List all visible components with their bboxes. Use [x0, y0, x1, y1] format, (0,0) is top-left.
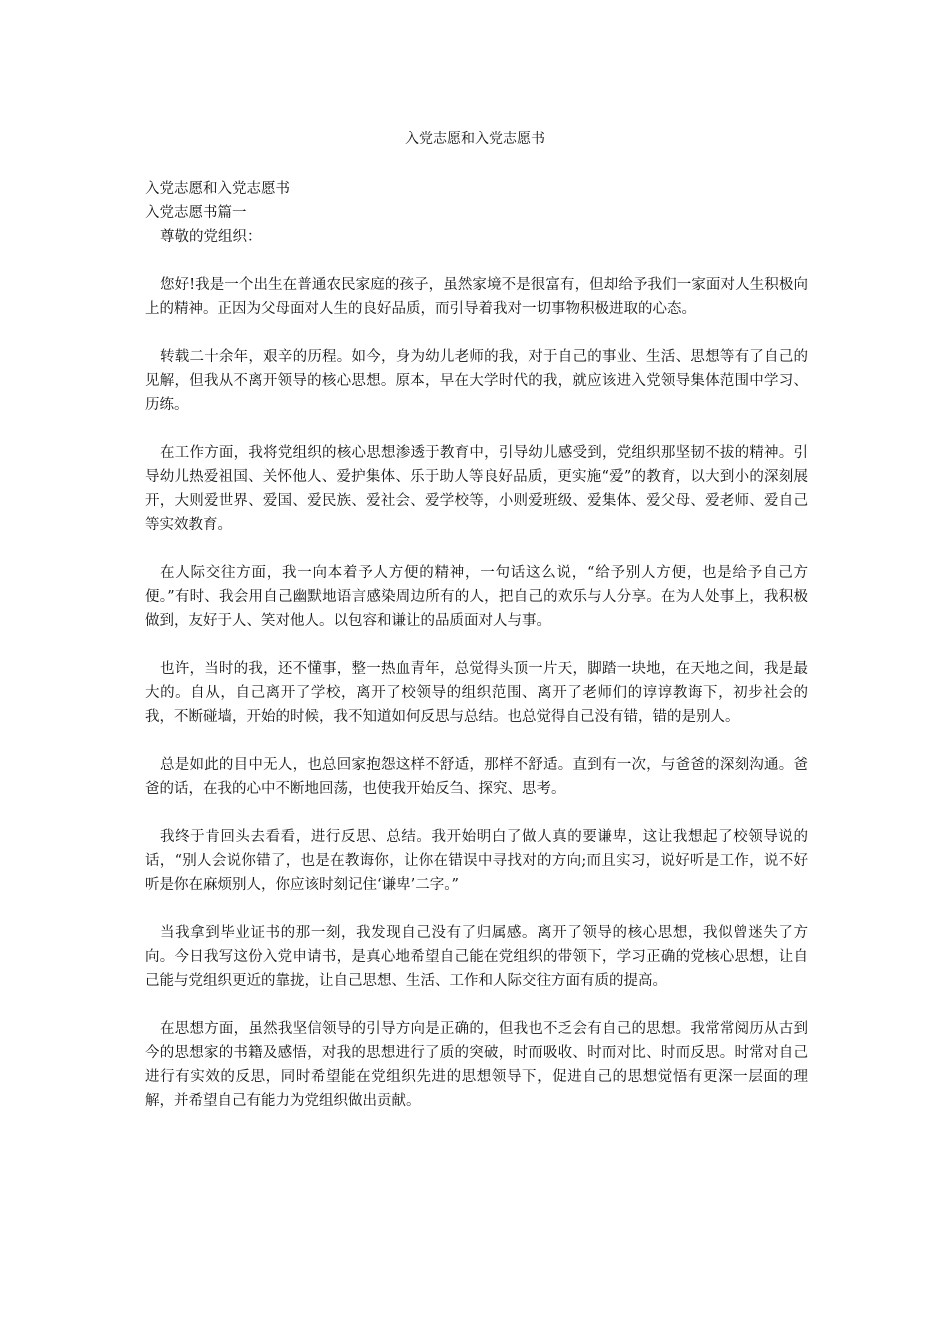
document-title: 入党志愿和入党志愿书	[405, 131, 545, 147]
section-label: 入党志愿书篇一	[145, 205, 247, 221]
paragraph-9: 在思想方面，虽然我坚信领导的引导方向是正确的，但我也不乏会有自己的思想。我常常阅历从古到今的思想家的书籍及感悟，对我的思想进行了质的突破，时而吸收、时而对比、时而反思。时常对自己进行有实效的反思，同时希望能在党组织先进的思想领导下，促进自己的思想觉悟有更深一层面的理解，并希望自己有能力为党组织做出贡献。	[145, 1021, 808, 1109]
paragraph-4: 在人际交往方面，我一向本着予人方便的精神，一句话这么说，“给予别人方便，也是给予自己方便。”有时、我会用自己幽默地语言感染周边所有的人，把自己的欢乐与人分享。在为人处事上，我积极做到，友好于人、笑对他人。以包容和谦让的品质面对人与事。	[145, 565, 808, 629]
salutation: 尊敬的党组织：	[160, 229, 262, 245]
document-body	[145, 177, 808, 1137]
paragraph-5: 也许，当时的我，还不懂事，整一热血青年，总觉得头顶一片天，脚踏一块地，在天地之间，我是最大的。自从，自己离开了学校，离开了校领导的组织范围、离开了老师们的谆谆教诲下，初步社会的我，不断碰墙，开始的时候，我不知道如何反思与总结。也总觉得自己没有错，错的是别人。	[145, 661, 808, 725]
paragraph-1: 您好!我是一个出生在普通农民家庭的孩子，虽然家境不是很富有，但却给予我们一家面对人生积极向上的精神。正因为父母面对人生的良好品质，而引导着我对一切事物积极进取的心态。	[145, 277, 808, 317]
heading-line: 入党志愿和入党志愿书	[145, 181, 290, 197]
paragraph-8: 当我拿到毕业证书的那一刻，我发现自己没有了归属感。离开了领导的核心思想，我似曾迷失了方向。今日我写这份入党申请书，是真心地希望自己能在党组织的带领下，学习正确的党核心思想，让自己能与党组织更近的靠拢，让自己思想、生活、工作和人际交往方面有质的提高。	[145, 925, 808, 989]
paragraph-3: 在工作方面，我将党组织的核心思想渗透于教育中，引导幼儿感受到，党组织那坚韧不拔的精神。引导幼儿热爱祖国、关怀他人、爱护集体、乐于助人等良好品质，更实施“爱”的教育，以大到小的深刻展开，大则爱世界、爱国、爱民族、爱社会、爱学校等，小则爱班级、爱集体、爱父母、爱老师、爱自己等实效教育。	[145, 445, 808, 533]
paragraph-6: 总是如此的目中无人，也总回家抱怨这样不舒适，那样不舒适。直到有一次，与爸爸的深刻沟通。爸爸的话，在我的心中不断地回荡，也使我开始反刍、探究、思考。	[145, 757, 808, 797]
paragraph-2: 转载二十余年，艰辛的历程。如今，身为幼儿老师的我，对于自己的事业、生活、思想等有了自己的见解，但我从不离开领导的核心思想。原本，早在大学时代的我，就应该进入党领导集体范围中学习、历练。	[145, 349, 808, 413]
paragraph-7: 我终于肯回头去看看，进行反思、总结。我开始明白了做人真的要谦卑，这让我想起了校领导说的话，“别人会说你错了，也是在教诲你，让你在错误中寻找对的方向;而且实习，说好听是工作，说不好听是你在麻烦别人，你应该时刻记住‘谦卑’二字。”	[145, 829, 808, 893]
